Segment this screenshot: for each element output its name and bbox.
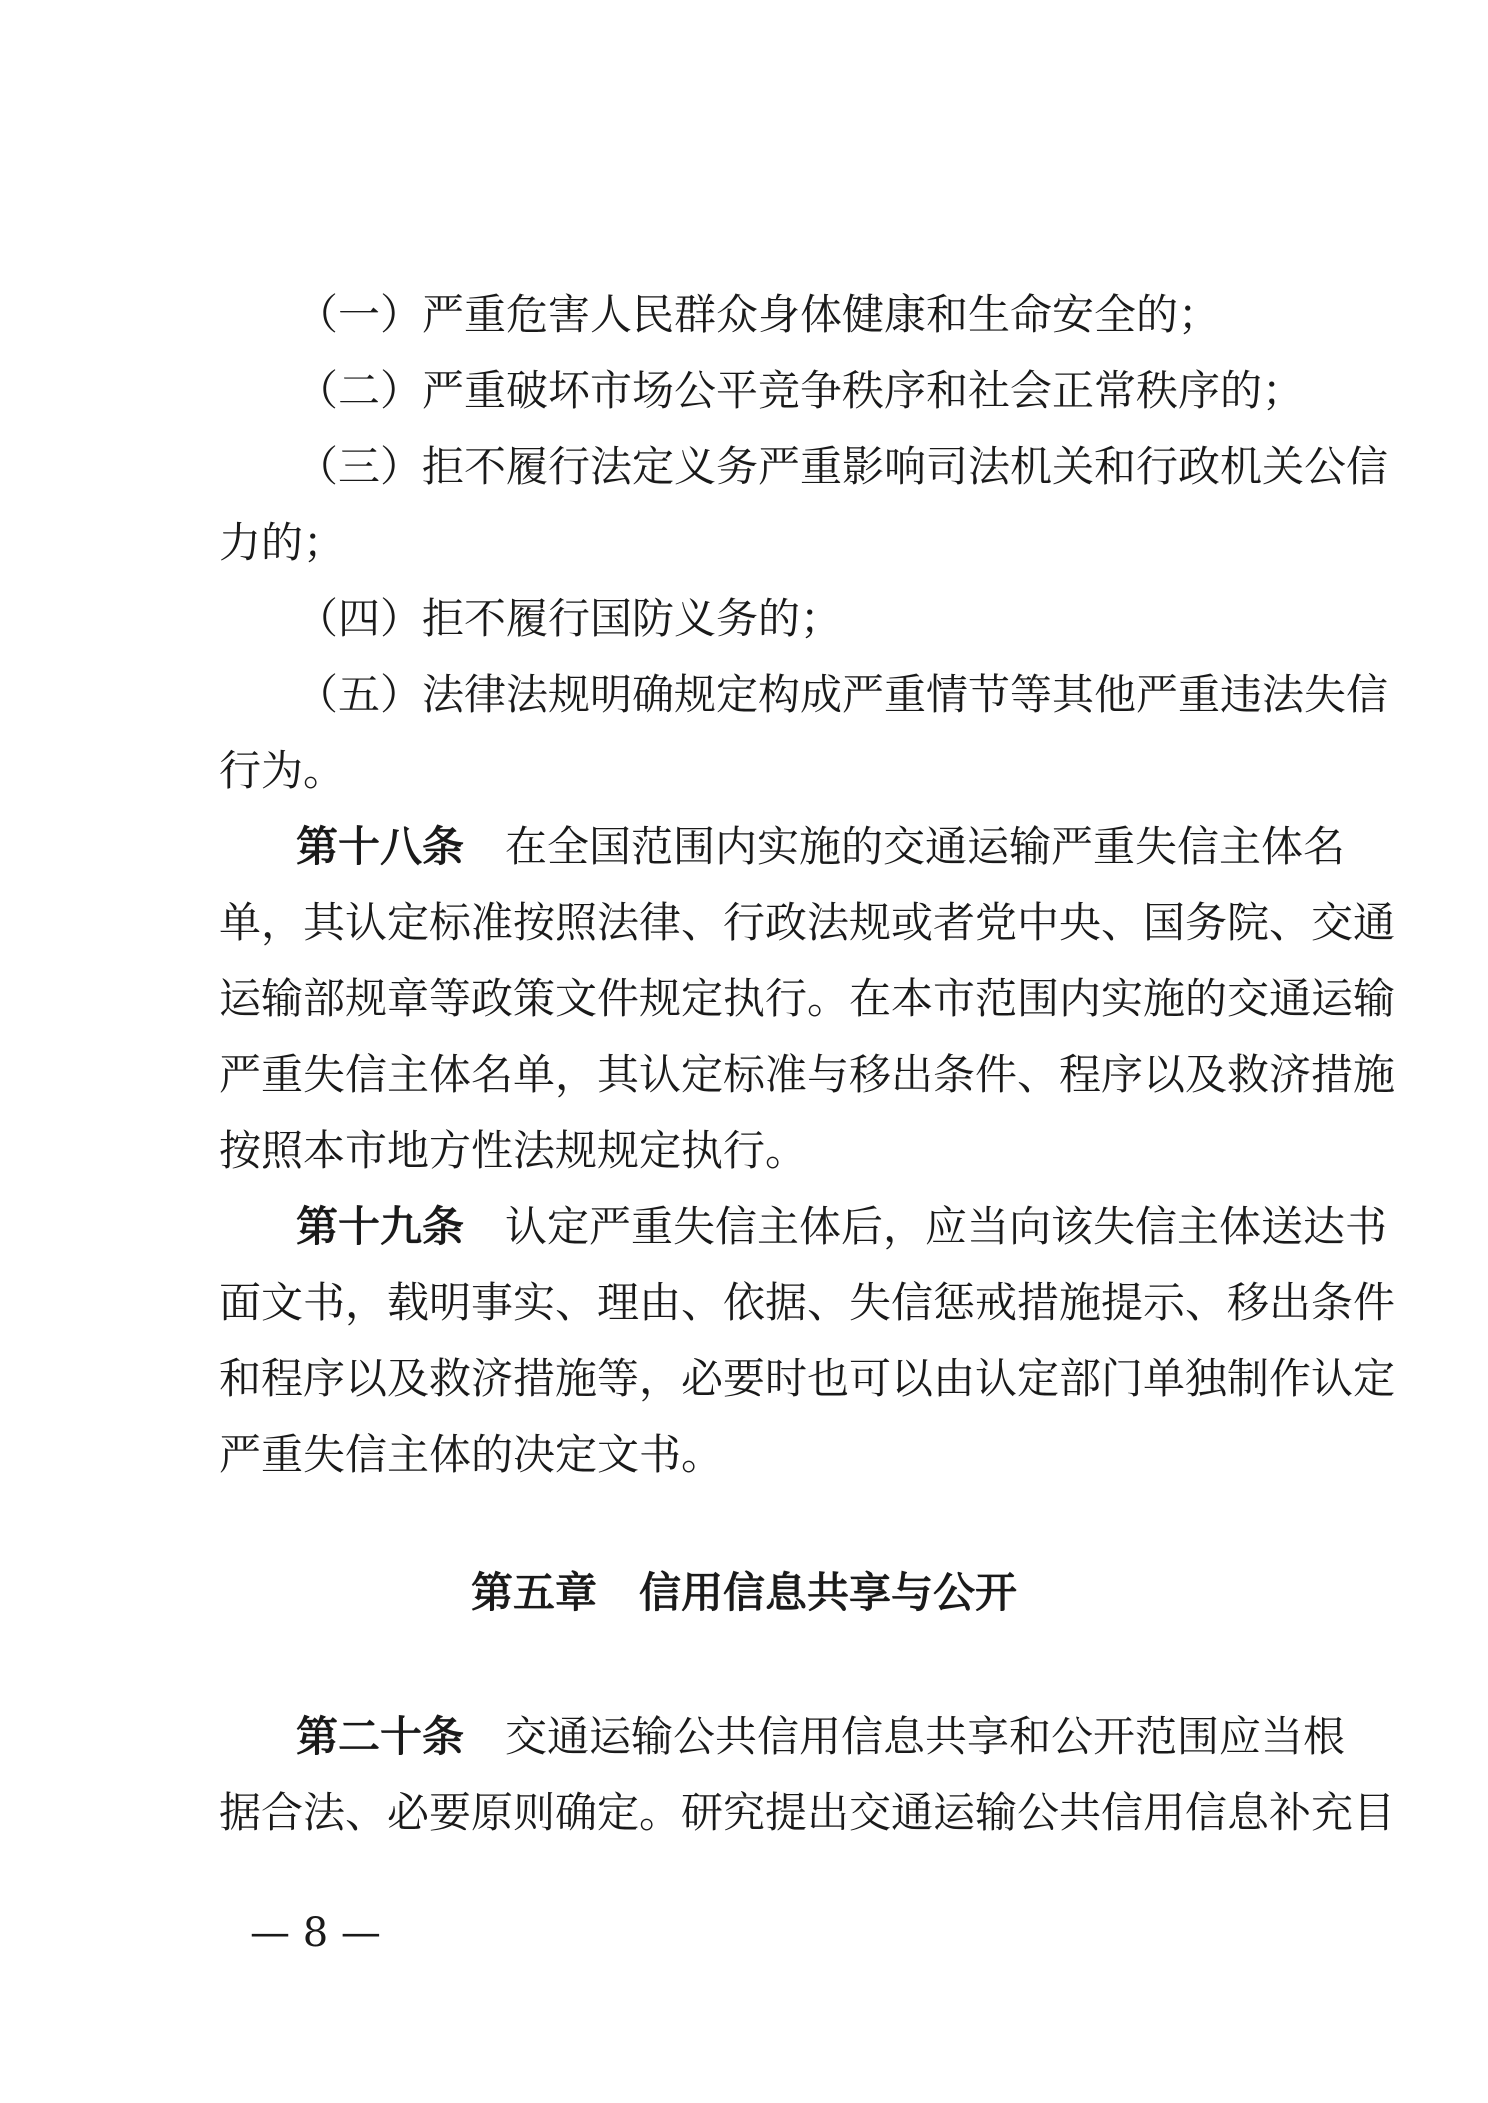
clause-2: （二）严重破坏市场公平竞争秩序和社会正常秩序的； [296,366,1305,415]
clause-1: （一）严重危害人民群众身体健康和生命安全的； [296,290,1221,339]
article-19-line-2: 面文书，载明事实、理由、依据、失信惩戒措施提示、移出条件 [219,1278,1396,1327]
article-18-line-4: 严重失信主体名单，其认定标准与移出条件、程序以及救济措施 [219,1050,1396,1099]
clause-5-line-1: （五）法律法规明确规定构成严重情节等其他严重违法失信 [296,670,1389,719]
clause-5-line-2: 行为。 [219,746,346,795]
page-number: — 8 — [250,1910,381,1956]
clause-3-line-1: （三）拒不履行法定义务严重影响司法机关和行政机关公信 [296,442,1389,491]
article-18-text-1: 在全国范围内实施的交通运输严重失信主体名 [505,822,1346,871]
article-18-line-5: 按照本市地方性法规规定执行。 [219,1126,808,1175]
article-18-line-2: 单，其认定标准按照法律、行政法规或者党中央、国务院、交通 [219,898,1396,947]
article-19-line-4: 严重失信主体的决定文书。 [219,1430,724,1479]
article-19-line-3: 和程序以及救济措施等，必要时也可以由认定部门单独制作认定 [219,1354,1396,1403]
article-20-line-2: 据合法、必要原则确定。研究提出交通运输公共信用信息补充目 [219,1788,1396,1837]
article-20-number: 第二十条 [296,1712,465,1761]
article-20-text-1: 交通运输公共信用信息共享和公开范围应当根 [505,1712,1346,1761]
article-18-line-3: 运输部规章等政策文件规定执行。在本市范围内实施的交通运输 [219,974,1396,1023]
article-19-line-1 [296,1202,1388,1252]
article-20-line-1 [296,1712,1346,1762]
clause-3-line-2: 力的； [219,518,346,567]
article-18-line-1 [296,822,1346,872]
article-19-number: 第十九条 [296,1202,465,1251]
article-19-text-1: 认定严重失信主体后，应当向该失信主体送达书 [505,1202,1388,1251]
clause-4: （四）拒不履行国防义务的； [296,594,843,643]
chapter-heading: 第五章 信用信息共享与公开 [470,1568,1017,1617]
article-18-number: 第十八条 [296,822,465,871]
